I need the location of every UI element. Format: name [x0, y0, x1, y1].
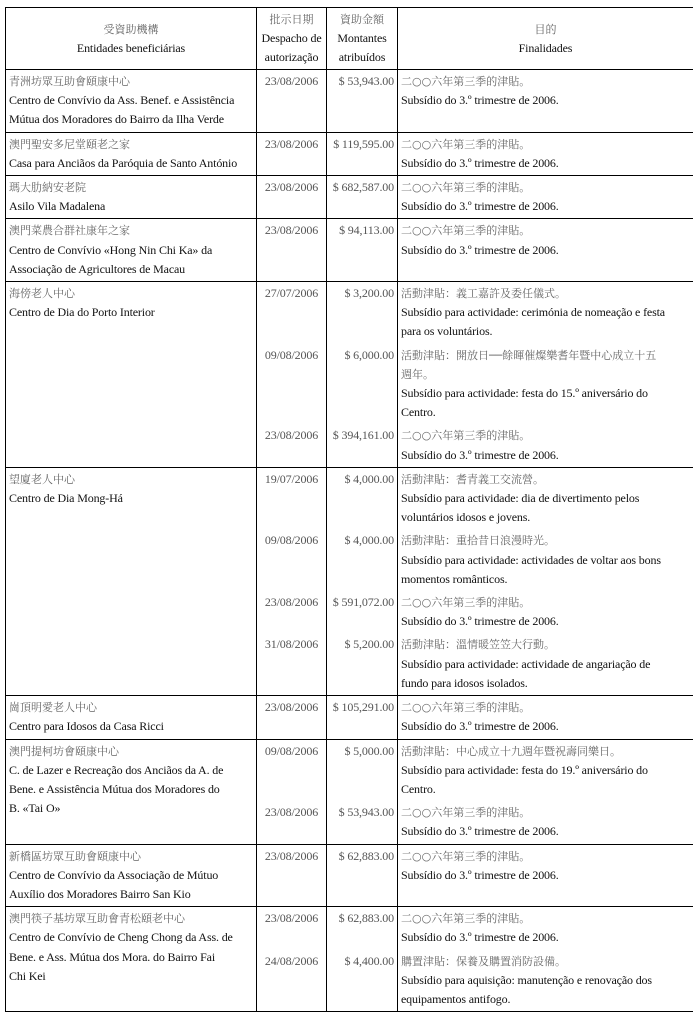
purpose-cell — [397, 424, 693, 466]
entity-name-zh: 澳門菜農合群社康年之家 — [9, 224, 130, 238]
purpose-cell — [397, 529, 693, 591]
dispatch-date-cell — [256, 591, 326, 633]
entity-name-pt: Centro de Convívio da Associação de Mútuo — [9, 867, 219, 882]
table-row — [6, 219, 693, 282]
amount-cell — [326, 468, 397, 530]
entity-name-pt: Centro de Dia do Porto Interior — [9, 305, 155, 320]
entity-name-zh: 澳門聖安多尼堂頤老之家 — [9, 137, 130, 151]
purpose-zh: 二○○六年第三季的津貼。 — [401, 596, 531, 610]
entity-cell — [6, 133, 256, 175]
entity-cell — [6, 176, 256, 218]
purpose-cell — [397, 801, 693, 843]
dispatch-date-cell — [256, 344, 326, 425]
amount: $ 105,291.00 — [332, 700, 394, 715]
table-row — [6, 907, 693, 1012]
amount: $ 591,072.00 — [332, 595, 394, 610]
grant-item — [256, 696, 693, 738]
amount-cell — [326, 70, 397, 132]
grant-items — [256, 219, 693, 281]
purpose-zh: 二○○六年第三季的津貼。 — [401, 75, 531, 88]
purpose-zh: 活動津貼：開放日──餘暉催燦樂耆年暨中心成立十五 — [401, 348, 657, 362]
purpose-cell — [397, 70, 693, 132]
dispatch-date: 23/08/2006 — [264, 74, 319, 88]
purpose-pt: Subsídio para actividade: festa do 19.º aniversário do — [401, 762, 648, 777]
purpose-pt: Subsídio do 3.º trimestre de 2006. — [401, 199, 559, 214]
entity-name-zh: 瑪大肋納安老院 — [9, 181, 86, 195]
dispatch-date: 23/08/2006 — [264, 700, 319, 715]
grant-item — [256, 950, 693, 1012]
grant-item — [256, 633, 693, 695]
grant-item — [256, 468, 693, 530]
purpose-pt: Subsídio do 3.º trimestre de 2006. — [401, 93, 559, 108]
amount-cell — [326, 591, 397, 633]
table-header — [6, 8, 693, 70]
dispatch-date-cell — [256, 176, 326, 218]
purpose-zh: 二○○六年第三季的津貼。 — [401, 137, 531, 151]
entity-name-zh: 澳門筷子基坊眾互助會青松頤老中心 — [9, 912, 185, 926]
amount-cell — [326, 219, 397, 281]
purpose-cell — [397, 468, 693, 530]
dispatch-date: 19/07/2006 — [264, 471, 319, 486]
purpose-zh: 活動津貼：耆青義工交流營。 — [401, 472, 544, 486]
entity-cell — [6, 696, 256, 738]
purpose-pt: Subsídio do 3.º trimestre de 2006. — [401, 614, 559, 629]
header-amount — [326, 8, 397, 69]
header-date-pt: autorização — [264, 50, 319, 64]
dispatch-date-cell — [256, 282, 326, 344]
entity-name-pt: Casa para Anciãos da Paróquia de Santo António — [9, 155, 238, 170]
table-row — [6, 740, 693, 845]
purpose-cell — [397, 344, 693, 425]
purpose-pt: fundo para idosos isolados. — [401, 675, 528, 690]
purpose-cell — [397, 176, 693, 218]
header-amount-pt: Montantes — [337, 31, 387, 45]
amount: $ 4,000.00 — [344, 471, 394, 486]
amount: $ 682,587.00 — [332, 180, 394, 195]
header-date — [256, 8, 326, 69]
dispatch-date-cell — [256, 424, 326, 466]
grant-item — [256, 907, 693, 949]
entity-name-zh: 新橋區坊眾互助會頤康中心 — [9, 849, 141, 863]
table-body — [6, 70, 693, 1012]
grant-items — [256, 740, 693, 844]
header-amount-pt: atribuídos — [338, 50, 386, 64]
amount-cell — [326, 801, 397, 843]
dispatch-date: 23/08/2006 — [264, 805, 319, 820]
purpose-cell — [397, 591, 693, 633]
purpose-pt: Subsídio do 3.º trimestre de 2006. — [401, 447, 559, 462]
dispatch-date-cell — [256, 529, 326, 591]
entity-name-pt: Centro de Convívio de Cheng Chong da Ass. de — [9, 930, 233, 945]
table-row — [6, 696, 693, 739]
entity-cell — [6, 468, 256, 695]
dispatch-date-cell — [256, 907, 326, 949]
amount-cell — [326, 529, 397, 591]
table-row — [6, 468, 693, 696]
grant-items — [256, 133, 693, 175]
purpose-zh: 活動津貼：重拾昔日浪漫時光。 — [401, 534, 555, 548]
header-amount-zh: 資助金額 — [340, 13, 384, 26]
purpose-pt: momentos românticos. — [401, 571, 508, 586]
entity-name-pt: Centro de Convívio da Ass. Benef. e Assistência — [9, 93, 235, 108]
purpose-pt: Centro. — [401, 781, 436, 796]
entity-name-pt: B. «Tai O» — [9, 801, 61, 816]
purpose-cell — [397, 633, 693, 695]
grant-item — [256, 740, 693, 802]
entity-name-pt: Centro para Idosos da Casa Ricci — [9, 719, 164, 734]
subsidies-table — [5, 7, 693, 1012]
purpose-zh: 二○○六年第三季的津貼。 — [401, 429, 531, 443]
purpose-cell — [397, 219, 693, 281]
entity-name-zh: 青洲坊眾互助會頤康中心 — [9, 75, 130, 88]
grant-item — [256, 344, 693, 425]
header-entities-zh: 受資助機構 — [103, 22, 159, 36]
dispatch-date-cell — [256, 633, 326, 695]
purpose-zh: 二○○六年第三季的津貼。 — [401, 701, 531, 715]
dispatch-date: 24/08/2006 — [264, 953, 319, 968]
amount: $ 394,161.00 — [332, 428, 394, 443]
amount-cell — [326, 907, 397, 949]
dispatch-date: 27/07/2006 — [264, 286, 319, 301]
purpose-pt: Centro. — [401, 405, 436, 420]
purpose-cell — [397, 282, 693, 344]
amount-cell — [326, 845, 397, 907]
purpose-zh: 二○○六年第三季的津貼。 — [401, 224, 531, 238]
purpose-cell — [397, 740, 693, 802]
purpose-pt: Subsídio para actividade: cerimónia de nomeação e festa — [401, 305, 665, 320]
dispatch-date: 09/08/2006 — [264, 743, 319, 758]
entity-name-zh: 崗頂明愛老人中心 — [9, 701, 97, 715]
amount-cell — [326, 133, 397, 175]
purpose-cell — [397, 845, 693, 907]
purpose-pt: Subsídio do 3.º trimestre de 2006. — [401, 242, 559, 257]
table-row — [6, 176, 693, 219]
amount: $ 53,943.00 — [338, 805, 394, 820]
amount: $ 62,883.00 — [338, 848, 394, 863]
dispatch-date: 23/08/2006 — [264, 911, 319, 926]
entity-cell — [6, 845, 256, 907]
purpose-zh: 二○○六年第三季的津貼。 — [401, 181, 531, 195]
purpose-cell — [397, 696, 693, 738]
grant-items — [256, 282, 693, 467]
purpose-zh: 活動津貼：義工嘉許及委任儀式。 — [401, 287, 566, 301]
grant-items — [256, 907, 693, 1011]
dispatch-date: 09/08/2006 — [264, 347, 319, 362]
purpose-pt: para os voluntários. — [401, 324, 493, 339]
purpose-cell — [397, 950, 693, 1012]
purpose-zh: 二○○六年第三季的津貼。 — [401, 849, 531, 863]
grant-item — [256, 176, 693, 218]
purpose-zh: 活動津貼：溫情暖笠笠大行動。 — [401, 638, 555, 652]
purpose-zh: 購置津貼：保養及購置消防設備。 — [401, 954, 566, 968]
entity-name-pt: Chi Kei — [9, 968, 46, 983]
dispatch-date: 23/08/2006 — [264, 136, 319, 151]
entity-cell — [6, 282, 256, 467]
grant-items — [256, 696, 693, 738]
grant-item — [256, 845, 693, 907]
purpose-pt: Subsídio para actividade: festa do 15.º aniversário do — [401, 386, 648, 401]
amount: $ 62,883.00 — [338, 911, 394, 926]
purpose-pt: equipamentos antifogo. — [401, 991, 511, 1006]
purpose-pt: Subsídio para actividade: actividade de angariação de — [401, 656, 651, 671]
amount-cell — [326, 424, 397, 466]
grant-item — [256, 282, 693, 344]
entity-name-pt: Mútua dos Moradores do Bairro da Ilha Verde — [9, 112, 224, 127]
grant-item — [256, 133, 693, 175]
header-date-zh: 批示日期 — [269, 13, 314, 26]
amount: $ 4,000.00 — [344, 533, 394, 548]
entity-name-zh: 澳門提柯坊會頤康中心 — [9, 744, 119, 758]
entity-cell — [6, 740, 256, 844]
dispatch-date-cell — [256, 845, 326, 907]
dispatch-date-cell — [256, 133, 326, 175]
dispatch-date-cell — [256, 740, 326, 802]
purpose-pt: Subsídio do 3.º trimestre de 2006. — [401, 719, 559, 734]
purpose-pt: Subsídio do 3.º trimestre de 2006. — [401, 930, 559, 945]
grant-item — [256, 801, 693, 843]
amount: $ 119,595.00 — [333, 136, 394, 151]
grant-items — [256, 845, 693, 907]
grant-items — [256, 176, 693, 218]
purpose-zh: 二○○六年第三季的津貼。 — [401, 912, 531, 926]
grant-item — [256, 70, 693, 132]
amount: $ 5,000.00 — [344, 743, 394, 758]
amount-cell — [326, 176, 397, 218]
amount: $ 4,400.00 — [344, 953, 394, 968]
table-row — [6, 282, 693, 468]
header-date-pt: Despacho de — [261, 31, 322, 45]
amount-cell — [326, 740, 397, 802]
purpose-pt: Subsídio para actividade: dia de divertimento pelos — [401, 491, 640, 506]
purpose-pt: Subsídio para actividade: actividades de voltar aos bons — [401, 552, 661, 567]
amount: $ 6,000.00 — [344, 347, 394, 362]
grant-item — [256, 529, 693, 591]
purpose-pt: Subsídio para aquisição: manutenção e renovação dos — [401, 972, 652, 987]
purpose-zh: 二○○六年第三季的津貼。 — [401, 806, 531, 820]
entity-name-pt: Centro de Dia Mong-Há — [9, 491, 123, 506]
amount-cell — [326, 282, 397, 344]
dispatch-date-cell — [256, 950, 326, 1012]
amount-cell — [326, 696, 397, 738]
dispatch-date: 23/08/2006 — [264, 848, 319, 863]
entity-name-pt: Asilo Vila Madalena — [9, 199, 106, 214]
grant-item — [256, 424, 693, 466]
amount: $ 5,200.00 — [344, 637, 394, 652]
grant-item — [256, 591, 693, 633]
grant-items — [256, 468, 693, 695]
purpose-pt: Subsídio do 3.º trimestre de 2006. — [401, 155, 559, 170]
purpose-zh: 週年。 — [401, 367, 434, 381]
entity-cell — [6, 907, 256, 1011]
entity-name-pt: Bene. e Assistência Mútua dos Moradores do — [9, 781, 220, 796]
amount-cell — [326, 950, 397, 1012]
purpose-cell — [397, 907, 693, 949]
table-row — [6, 70, 693, 133]
entity-name-pt: Centro de Convívio «Hong Nin Chi Ka» da — [9, 242, 213, 257]
header-purpose — [397, 8, 693, 69]
purpose-cell — [397, 133, 693, 175]
grant-item — [256, 219, 693, 281]
dispatch-date-cell — [256, 70, 326, 132]
amount-cell — [326, 633, 397, 695]
entity-name-pt: C. de Lazer e Recreação dos Anciãos da A. de — [9, 762, 224, 777]
header-entities-pt: Entidades beneficiárias — [76, 40, 186, 55]
purpose-pt: Subsídio do 3.º trimestre de 2006. — [401, 867, 559, 882]
dispatch-date: 31/08/2006 — [264, 637, 319, 652]
amount-cell — [326, 344, 397, 425]
entity-name-zh: 望廈老人中心 — [9, 472, 75, 486]
entity-cell — [6, 219, 256, 281]
entity-cell — [6, 70, 256, 132]
amount: $ 94,113.00 — [339, 223, 394, 238]
entity-name-pt: Associação de Agricultores de Macau — [9, 261, 186, 276]
purpose-pt: voluntários idosos e jovens. — [401, 510, 531, 525]
amount: $ 3,200.00 — [344, 286, 394, 301]
dispatch-date: 09/08/2006 — [264, 533, 319, 548]
dispatch-date-cell — [256, 696, 326, 738]
purpose-pt: Subsídio do 3.º trimestre de 2006. — [401, 824, 559, 839]
purpose-zh: 活動津貼：中心成立十九週年暨祝壽同樂日。 — [401, 744, 621, 758]
header-purpose-zh: 目的 — [534, 22, 557, 36]
dispatch-date: 23/08/2006 — [264, 223, 319, 238]
dispatch-date-cell — [256, 468, 326, 530]
dispatch-date-cell — [256, 801, 326, 843]
header-entities — [6, 8, 256, 69]
grant-items — [256, 70, 693, 132]
dispatch-date: 23/08/2006 — [264, 595, 319, 610]
table-row — [6, 845, 693, 908]
dispatch-date-cell — [256, 219, 326, 281]
entity-name-pt: Bene. e Ass. Mútua dos Mora. do Bairro Fai — [9, 949, 216, 964]
table-row — [6, 133, 693, 176]
header-purpose-pt: Finalidades — [518, 40, 573, 55]
dispatch-date: 23/08/2006 — [264, 428, 319, 443]
amount: $ 53,943.00 — [338, 74, 394, 88]
entity-name-pt: Auxílio dos Moradores Bairro San Kio — [9, 886, 191, 901]
entity-name-zh: 海傍老人中心 — [9, 287, 75, 301]
dispatch-date: 23/08/2006 — [264, 180, 319, 195]
